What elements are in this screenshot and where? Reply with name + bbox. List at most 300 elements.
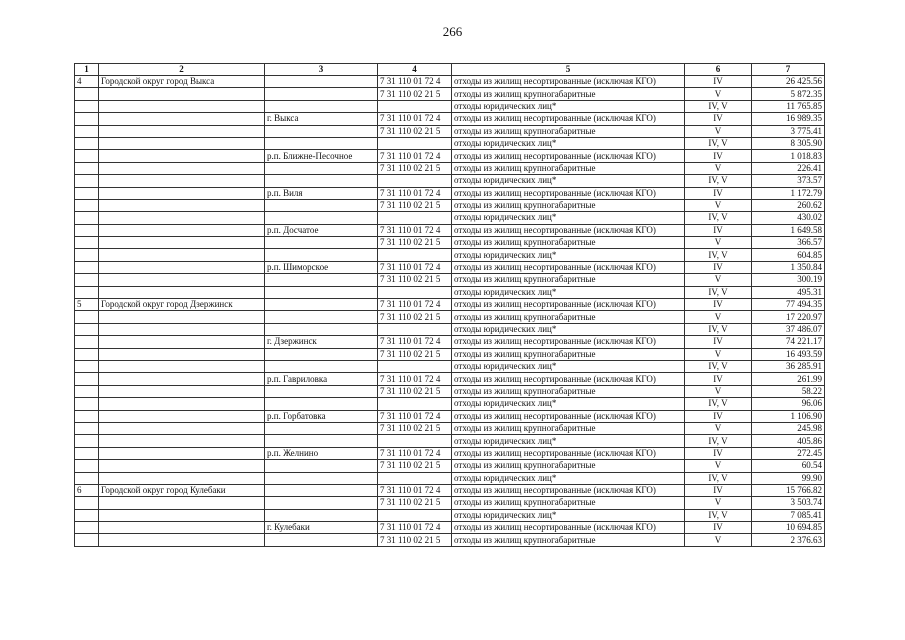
row-number-cell <box>75 137 99 149</box>
value-cell: 60.54 <box>752 460 825 472</box>
table-row <box>75 472 825 484</box>
district-cell <box>99 398 265 410</box>
column-header: 3 <box>265 64 378 76</box>
row-number-cell <box>75 162 99 174</box>
waste-name-cell: отходы из жилищ крупногабаритные <box>452 199 685 211</box>
waste-name-cell: отходы юридических лиц* <box>452 323 685 335</box>
hazard-class-cell: V <box>685 199 752 211</box>
table-row <box>75 398 825 410</box>
district-cell <box>99 460 265 472</box>
settlement-cell <box>265 472 378 484</box>
row-number-cell <box>75 261 99 273</box>
value-cell: 366.57 <box>752 237 825 249</box>
table-row <box>75 373 825 385</box>
settlement-cell: р.п. Желнино <box>265 447 378 459</box>
fkko-code-cell: 7 31 110 02 21 5 <box>378 348 452 360</box>
settlement-cell: р.п. Горбатовка <box>265 410 378 422</box>
fkko-code-cell <box>378 323 452 335</box>
district-cell <box>99 237 265 249</box>
settlement-cell: р.п. Ближне-Песочное <box>265 150 378 162</box>
value-cell: 1 172.79 <box>752 187 825 199</box>
district-cell <box>99 522 265 534</box>
value-cell: 3 775.41 <box>752 125 825 137</box>
district-cell <box>99 435 265 447</box>
settlement-cell <box>265 435 378 447</box>
settlement-cell <box>265 299 378 311</box>
table-row <box>75 175 825 187</box>
row-number-cell <box>75 187 99 199</box>
settlement-cell <box>265 348 378 360</box>
hazard-class-cell: IV <box>685 336 752 348</box>
settlement-cell <box>265 162 378 174</box>
hazard-class-cell: IV <box>685 150 752 162</box>
waste-name-cell: отходы из жилищ крупногабаритные <box>452 422 685 434</box>
waste-name-cell: отходы юридических лиц* <box>452 435 685 447</box>
hazard-class-cell: V <box>685 497 752 509</box>
district-cell: Городской округ город Кулебаки <box>99 484 265 496</box>
district-cell <box>99 497 265 509</box>
fkko-code-cell: 7 31 110 01 72 4 <box>378 299 452 311</box>
hazard-class-cell: V <box>685 88 752 100</box>
fkko-code-cell: 7 31 110 01 72 4 <box>378 484 452 496</box>
hazard-class-cell: V <box>685 125 752 137</box>
settlement-cell <box>265 175 378 187</box>
row-number-cell <box>75 199 99 211</box>
value-cell: 26 425.56 <box>752 76 825 88</box>
table-row <box>75 410 825 422</box>
hazard-class-cell: V <box>685 534 752 546</box>
settlement-cell <box>265 137 378 149</box>
fkko-code-cell: 7 31 110 02 21 5 <box>378 125 452 137</box>
waste-name-cell: отходы из жилищ несортированные (исключая КГО) <box>452 224 685 236</box>
row-number-cell <box>75 286 99 298</box>
row-number-cell <box>75 410 99 422</box>
settlement-cell <box>265 398 378 410</box>
table-row <box>75 137 825 149</box>
waste-name-cell: отходы из жилищ крупногабаритные <box>452 311 685 323</box>
district-cell: Городской округ город Дзержинск <box>99 299 265 311</box>
value-cell: 430.02 <box>752 212 825 224</box>
table-row <box>75 88 825 100</box>
settlement-cell <box>265 323 378 335</box>
waste-name-cell: отходы из жилищ несортированные (исключая КГО) <box>452 410 685 422</box>
settlement-cell <box>265 249 378 261</box>
settlement-cell <box>265 534 378 546</box>
waste-name-cell: отходы из жилищ крупногабаритные <box>452 497 685 509</box>
value-cell: 1 106.90 <box>752 410 825 422</box>
table-row <box>75 249 825 261</box>
waste-name-cell: отходы из жилищ крупногабаритные <box>452 125 685 137</box>
fkko-code-cell <box>378 249 452 261</box>
fkko-code-cell: 7 31 110 02 21 5 <box>378 88 452 100</box>
value-cell: 16 493.59 <box>752 348 825 360</box>
value-cell: 2 376.63 <box>752 534 825 546</box>
row-number-cell <box>75 125 99 137</box>
hazard-class-cell: IV, V <box>685 360 752 372</box>
district-cell <box>99 336 265 348</box>
hazard-class-cell: V <box>685 422 752 434</box>
fkko-code-cell: 7 31 110 01 72 4 <box>378 261 452 273</box>
settlement-cell <box>265 125 378 137</box>
district-cell <box>99 422 265 434</box>
district-cell <box>99 385 265 397</box>
district-cell <box>99 472 265 484</box>
value-cell: 261.99 <box>752 373 825 385</box>
hazard-class-cell: V <box>685 311 752 323</box>
hazard-class-cell: IV <box>685 224 752 236</box>
row-number-cell: 4 <box>75 76 99 88</box>
table-row <box>75 385 825 397</box>
hazard-class-cell: IV, V <box>685 286 752 298</box>
table-row <box>75 286 825 298</box>
waste-name-cell: отходы из жилищ крупногабаритные <box>452 534 685 546</box>
table-body <box>75 76 825 547</box>
hazard-class-cell: V <box>685 162 752 174</box>
value-cell: 10 694.85 <box>752 522 825 534</box>
table-row <box>75 323 825 335</box>
settlement-cell <box>265 509 378 521</box>
row-number-cell <box>75 447 99 459</box>
value-cell: 37 486.07 <box>752 323 825 335</box>
hazard-class-cell: IV, V <box>685 509 752 521</box>
waste-name-cell: отходы из жилищ крупногабаритные <box>452 88 685 100</box>
waste-name-cell: отходы из жилищ несортированные (исключая КГО) <box>452 150 685 162</box>
district-cell <box>99 125 265 137</box>
settlement-cell: г. Дзержинск <box>265 336 378 348</box>
waste-name-cell: отходы из жилищ несортированные (исключая КГО) <box>452 373 685 385</box>
table-row <box>75 497 825 509</box>
fkko-code-cell: 7 31 110 02 21 5 <box>378 162 452 174</box>
hazard-class-cell: IV, V <box>685 398 752 410</box>
row-number-cell <box>75 435 99 447</box>
value-cell: 260.62 <box>752 199 825 211</box>
value-cell: 604.85 <box>752 249 825 261</box>
settlement-cell: р.п. Гавриловка <box>265 373 378 385</box>
row-number-cell <box>75 509 99 521</box>
fkko-code-cell: 7 31 110 01 72 4 <box>378 410 452 422</box>
hazard-class-cell: V <box>685 237 752 249</box>
hazard-class-cell: V <box>685 274 752 286</box>
waste-name-cell: отходы юридических лиц* <box>452 286 685 298</box>
settlement-cell <box>265 274 378 286</box>
hazard-class-cell: IV <box>685 299 752 311</box>
waste-name-cell: отходы юридических лиц* <box>452 212 685 224</box>
value-cell: 74 221.17 <box>752 336 825 348</box>
fkko-code-cell: 7 31 110 01 72 4 <box>378 336 452 348</box>
value-cell: 96.06 <box>752 398 825 410</box>
waste-name-cell: отходы юридических лиц* <box>452 509 685 521</box>
waste-name-cell: отходы из жилищ крупногабаритные <box>452 385 685 397</box>
hazard-class-cell: IV, V <box>685 175 752 187</box>
hazard-class-cell: V <box>685 460 752 472</box>
hazard-class-cell: IV, V <box>685 212 752 224</box>
waste-name-cell: отходы из жилищ крупногабаритные <box>452 274 685 286</box>
fkko-code-cell <box>378 360 452 372</box>
fkko-code-cell: 7 31 110 01 72 4 <box>378 447 452 459</box>
table-row <box>75 199 825 211</box>
row-number-cell <box>75 522 99 534</box>
fkko-code-cell <box>378 100 452 112</box>
value-cell: 3 503.74 <box>752 497 825 509</box>
waste-name-cell: отходы из жилищ крупногабаритные <box>452 348 685 360</box>
waste-name-cell: отходы из жилищ несортированные (исключая КГО) <box>452 484 685 496</box>
waste-name-cell: отходы юридических лиц* <box>452 398 685 410</box>
hazard-class-cell: IV <box>685 410 752 422</box>
page-number: 266 <box>442 24 463 39</box>
row-number-cell <box>75 373 99 385</box>
table-row <box>75 224 825 236</box>
waste-name-cell: отходы из жилищ несортированные (исключая КГО) <box>452 261 685 273</box>
value-cell: 1 018.83 <box>752 150 825 162</box>
table-row <box>75 187 825 199</box>
district-cell <box>99 348 265 360</box>
settlement-cell <box>265 237 378 249</box>
value-cell: 5 872.35 <box>752 88 825 100</box>
row-number-cell <box>75 385 99 397</box>
fkko-code-cell: 7 31 110 02 21 5 <box>378 460 452 472</box>
waste-name-cell: отходы из жилищ несортированные (исключая КГО) <box>452 522 685 534</box>
waste-name-cell: отходы из жилищ несортированные (исключая КГО) <box>452 336 685 348</box>
row-number-cell <box>75 249 99 261</box>
row-number-cell <box>75 150 99 162</box>
table-row <box>75 348 825 360</box>
table-row <box>75 447 825 459</box>
waste-name-cell: отходы юридических лиц* <box>452 137 685 149</box>
row-number-cell <box>75 237 99 249</box>
row-number-cell <box>75 175 99 187</box>
district-cell <box>99 323 265 335</box>
header-row <box>75 64 825 76</box>
value-cell: 36 285.91 <box>752 360 825 372</box>
row-number-cell: 5 <box>75 299 99 311</box>
value-cell: 8 305.90 <box>752 137 825 149</box>
table-row <box>75 100 825 112</box>
hazard-class-cell: IV <box>685 261 752 273</box>
district-cell <box>99 447 265 459</box>
waste-name-cell: отходы юридических лиц* <box>452 100 685 112</box>
settlement-cell: р.п. Досчатое <box>265 224 378 236</box>
column-header: 6 <box>685 64 752 76</box>
waste-name-cell: отходы из жилищ несортированные (исключая КГО) <box>452 447 685 459</box>
table-row <box>75 212 825 224</box>
row-number-cell <box>75 311 99 323</box>
district-cell <box>99 175 265 187</box>
row-number-cell <box>75 323 99 335</box>
waste-register-table <box>74 63 825 547</box>
fkko-code-cell: 7 31 110 02 21 5 <box>378 237 452 249</box>
district-cell <box>99 360 265 372</box>
settlement-cell <box>265 484 378 496</box>
row-number-cell <box>75 398 99 410</box>
row-number-cell <box>75 100 99 112</box>
table-row <box>75 76 825 88</box>
fkko-code-cell: 7 31 110 02 21 5 <box>378 274 452 286</box>
table-row <box>75 261 825 273</box>
district-cell <box>99 224 265 236</box>
hazard-class-cell: IV <box>685 76 752 88</box>
fkko-code-cell <box>378 137 452 149</box>
waste-name-cell: отходы из жилищ несортированные (исключая КГО) <box>452 113 685 125</box>
table-row <box>75 311 825 323</box>
value-cell: 373.57 <box>752 175 825 187</box>
fkko-code-cell <box>378 175 452 187</box>
hazard-class-cell: IV <box>685 484 752 496</box>
district-cell <box>99 150 265 162</box>
waste-name-cell: отходы юридических лиц* <box>452 249 685 261</box>
settlement-cell: г. Кулебаки <box>265 522 378 534</box>
district-cell <box>99 509 265 521</box>
settlement-cell: г. Выкса <box>265 113 378 125</box>
fkko-code-cell: 7 31 110 01 72 4 <box>378 373 452 385</box>
value-cell: 15 766.82 <box>752 484 825 496</box>
row-number-cell: 6 <box>75 484 99 496</box>
district-cell <box>99 137 265 149</box>
hazard-class-cell: IV, V <box>685 472 752 484</box>
settlement-cell: р.п. Виля <box>265 187 378 199</box>
row-number-cell <box>75 534 99 546</box>
waste-name-cell: отходы юридических лиц* <box>452 472 685 484</box>
district-cell <box>99 187 265 199</box>
table-row <box>75 237 825 249</box>
waste-name-cell: отходы из жилищ крупногабаритные <box>452 162 685 174</box>
table-row <box>75 360 825 372</box>
hazard-class-cell: V <box>685 385 752 397</box>
district-cell <box>99 249 265 261</box>
settlement-cell <box>265 360 378 372</box>
row-number-cell <box>75 88 99 100</box>
value-cell: 77 494.35 <box>752 299 825 311</box>
column-header: 5 <box>452 64 685 76</box>
table-row <box>75 274 825 286</box>
value-cell: 99.90 <box>752 472 825 484</box>
waste-name-cell: отходы из жилищ крупногабаритные <box>452 460 685 472</box>
settlement-cell <box>265 460 378 472</box>
waste-name-cell: отходы из жилищ несортированные (исключая КГО) <box>452 76 685 88</box>
value-cell: 58.22 <box>752 385 825 397</box>
fkko-code-cell: 7 31 110 02 21 5 <box>378 497 452 509</box>
settlement-cell <box>265 422 378 434</box>
settlement-cell <box>265 311 378 323</box>
district-cell <box>99 410 265 422</box>
value-cell: 495.31 <box>752 286 825 298</box>
district-cell <box>99 199 265 211</box>
row-number-cell <box>75 224 99 236</box>
table-row <box>75 150 825 162</box>
value-cell: 226.41 <box>752 162 825 174</box>
hazard-class-cell: V <box>685 348 752 360</box>
row-number-cell <box>75 360 99 372</box>
table-row <box>75 509 825 521</box>
hazard-class-cell: IV <box>685 522 752 534</box>
fkko-code-cell: 7 31 110 01 72 4 <box>378 150 452 162</box>
hazard-class-cell: IV <box>685 447 752 459</box>
table-row <box>75 162 825 174</box>
fkko-code-cell <box>378 212 452 224</box>
value-cell: 16 989.35 <box>752 113 825 125</box>
waste-name-cell: отходы из жилищ несортированные (исключая КГО) <box>452 187 685 199</box>
settlement-cell: р.п. Шиморское <box>265 261 378 273</box>
fkko-code-cell <box>378 509 452 521</box>
column-header: 1 <box>75 64 99 76</box>
row-number-cell <box>75 472 99 484</box>
table-row <box>75 460 825 472</box>
settlement-cell <box>265 497 378 509</box>
fkko-code-cell: 7 31 110 02 21 5 <box>378 385 452 397</box>
district-cell <box>99 534 265 546</box>
district-cell <box>99 274 265 286</box>
settlement-cell <box>265 76 378 88</box>
settlement-cell <box>265 286 378 298</box>
hazard-class-cell: IV, V <box>685 249 752 261</box>
fkko-code-cell: 7 31 110 02 21 5 <box>378 422 452 434</box>
district-cell <box>99 162 265 174</box>
row-number-cell <box>75 336 99 348</box>
hazard-class-cell: IV, V <box>685 137 752 149</box>
value-cell: 1 350.84 <box>752 261 825 273</box>
value-cell: 245.98 <box>752 422 825 434</box>
table-row <box>75 422 825 434</box>
fkko-code-cell <box>378 286 452 298</box>
district-cell <box>99 261 265 273</box>
fkko-code-cell <box>378 472 452 484</box>
table-row <box>75 125 825 137</box>
row-number-cell <box>75 348 99 360</box>
column-header: 7 <box>752 64 825 76</box>
settlement-cell <box>265 199 378 211</box>
fkko-code-cell <box>378 398 452 410</box>
table-row <box>75 299 825 311</box>
district-cell <box>99 113 265 125</box>
fkko-code-cell: 7 31 110 02 21 5 <box>378 199 452 211</box>
row-number-cell <box>75 274 99 286</box>
district-cell: Городской округ город Выкса <box>99 76 265 88</box>
fkko-code-cell: 7 31 110 02 21 5 <box>378 534 452 546</box>
hazard-class-cell: IV, V <box>685 100 752 112</box>
settlement-cell <box>265 212 378 224</box>
table-row <box>75 435 825 447</box>
row-number-cell <box>75 422 99 434</box>
row-number-cell <box>75 460 99 472</box>
value-cell: 272.45 <box>752 447 825 459</box>
column-header: 4 <box>378 64 452 76</box>
value-cell: 405.86 <box>752 435 825 447</box>
district-cell <box>99 373 265 385</box>
fkko-code-cell: 7 31 110 01 72 4 <box>378 224 452 236</box>
table-row <box>75 336 825 348</box>
district-cell <box>99 311 265 323</box>
column-header: 2 <box>99 64 265 76</box>
district-cell <box>99 100 265 112</box>
table-row <box>75 484 825 496</box>
fkko-code-cell <box>378 435 452 447</box>
value-cell: 17 220.97 <box>752 311 825 323</box>
value-cell: 7 085.41 <box>752 509 825 521</box>
hazard-class-cell: IV <box>685 187 752 199</box>
waste-name-cell: отходы юридических лиц* <box>452 175 685 187</box>
row-number-cell <box>75 113 99 125</box>
row-number-cell <box>75 497 99 509</box>
waste-name-cell: отходы юридических лиц* <box>452 360 685 372</box>
fkko-code-cell: 7 31 110 01 72 4 <box>378 76 452 88</box>
value-cell: 300.19 <box>752 274 825 286</box>
district-cell <box>99 286 265 298</box>
hazard-class-cell: IV, V <box>685 435 752 447</box>
fkko-code-cell: 7 31 110 01 72 4 <box>378 113 452 125</box>
table-row <box>75 534 825 546</box>
table-row <box>75 113 825 125</box>
settlement-cell <box>265 385 378 397</box>
hazard-class-cell: IV, V <box>685 323 752 335</box>
